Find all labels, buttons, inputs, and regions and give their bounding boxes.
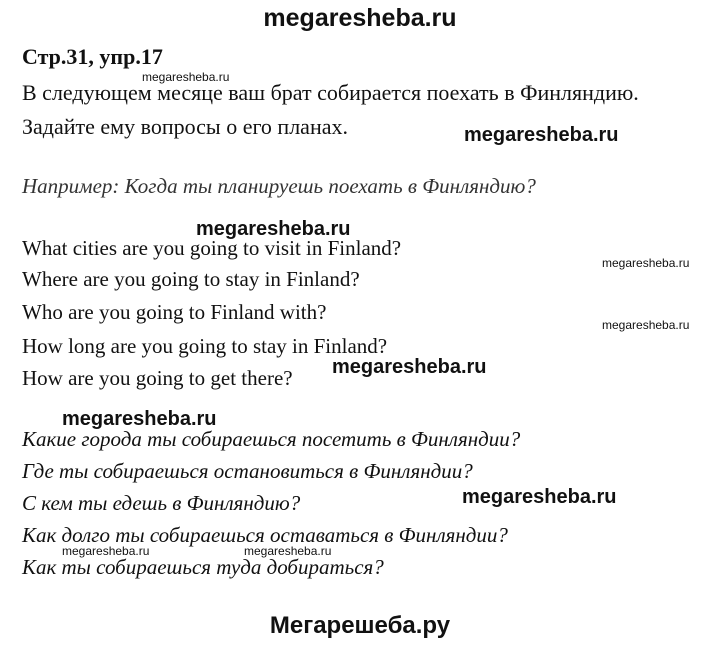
task-text-line-1: В следующем месяце ваш брат собирается поехать в Финляндию. <box>22 80 639 105</box>
answer-ru-1: Какие города ты собираешься посетить в Финляндии? <box>22 427 521 451</box>
answer-en-4: How long are you going to stay in Finland? <box>22 334 388 358</box>
watermark-small: megaresheba.ru <box>62 544 150 558</box>
watermark-small: megaresheba.ru <box>244 544 332 558</box>
answer-en-3: Who are you going to Finland with? <box>22 300 327 324</box>
watermark-large: megaresheba.ru <box>332 356 487 378</box>
watermark-small: megaresheba.ru <box>602 318 690 332</box>
example-question: Например: Когда ты планируешь поехать в Финляндию? <box>22 174 536 198</box>
answer-en-2: Where are you going to stay in Finland? <box>22 267 360 291</box>
answer-ru-3: С кем ты едешь в Финляндию? <box>22 491 301 515</box>
answer-en-5: How are you going to get there? <box>22 366 293 390</box>
watermark-large: megaresheba.ru <box>62 408 217 430</box>
watermark-small: megaresheba.ru <box>602 256 690 270</box>
site-footer: Мегарешеба.ру <box>269 612 451 639</box>
task-text-line-2: Задайте ему вопросы о его планах. <box>22 114 348 139</box>
answer-ru-2: Где ты собираешься остановиться в Финляндии? <box>22 459 473 483</box>
site-header: megaresheba.ru <box>263 4 457 32</box>
exercise-reference: Стр.31, упр.17 <box>22 44 163 69</box>
watermark-large: megaresheba.ru <box>196 218 351 240</box>
answer-ru-5: Как ты собираешься туда добираться? <box>22 555 384 579</box>
watermark-large: megaresheba.ru <box>462 486 617 508</box>
watermark-small: megaresheba.ru <box>142 70 230 84</box>
answer-en-1: What cities are you going to visit in Finland? <box>22 236 402 260</box>
answer-ru-4: Как долго ты собираешься оставаться в Финляндии? <box>22 523 508 547</box>
watermark-large: megaresheba.ru <box>464 124 619 146</box>
